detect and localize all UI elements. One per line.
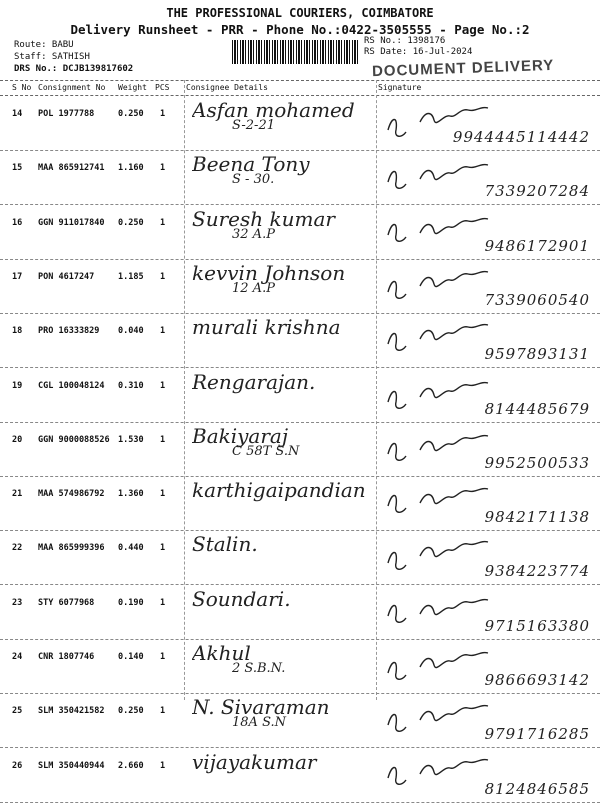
consignee-name-text: Asfan mohamed (192, 98, 355, 122)
document-delivery-stamp: DOCUMENT DELIVERY (371, 56, 555, 81)
pieces-count: 1 (160, 271, 166, 282)
pieces-count: 1 (160, 597, 166, 608)
pieces-count: 1 (160, 380, 166, 391)
serial-number: 18 (12, 326, 23, 337)
consignee-name (192, 98, 378, 146)
col-sno: S No (12, 83, 32, 92)
weight-value: 1.360 (118, 489, 144, 500)
phone-number: 8124846585 (484, 779, 590, 798)
pieces-count: 1 (160, 760, 166, 771)
phone-number: 7339060540 (484, 290, 590, 309)
table-row (0, 259, 600, 314)
drs-number: DRS No.: DCJB139817602 (14, 64, 134, 74)
table-row (0, 368, 600, 423)
consignee-name (192, 152, 378, 200)
weight-value: 0.440 (118, 543, 144, 554)
serial-number: 22 (12, 543, 23, 554)
pieces-count: 1 (160, 652, 166, 662)
weight-value: 1.530 (118, 434, 144, 445)
table-row (0, 693, 600, 748)
pieces-count: 1 (160, 489, 166, 500)
consignee-name (192, 695, 378, 743)
weight-value: 0.250 (118, 706, 144, 717)
consignee-name (192, 261, 378, 309)
consignee-address: 2 S.B.N. (232, 661, 286, 676)
consignment-number: CNR 1807746 (38, 652, 95, 662)
consignee-name (192, 478, 378, 526)
col-weight: Weight (118, 83, 147, 92)
phone-number: 9715163380 (484, 616, 590, 635)
serial-number: 20 (12, 434, 23, 445)
consignee-name (192, 315, 378, 363)
consignment-number: SLM 350421582 (38, 706, 105, 717)
col-signature: Signature (378, 83, 422, 92)
weight-value: 0.310 (118, 380, 144, 391)
consignment-number: GGN 9000088526 (38, 434, 110, 445)
consignment-number: CGL 100048124 (38, 380, 105, 391)
barcode (232, 40, 360, 64)
table-row (0, 96, 600, 151)
serial-number: 25 (12, 706, 23, 717)
col-consignment: Consignment No (38, 83, 106, 92)
weight-value: 1.185 (118, 271, 144, 282)
table-header (0, 80, 600, 96)
weight-value: 0.250 (118, 109, 144, 119)
consignment-number: MAA 574986792 (38, 489, 105, 500)
table-row (0, 585, 600, 640)
consignee-name-text: N. Sivaraman (192, 695, 330, 720)
consignee-name (192, 370, 378, 418)
table-row (0, 313, 600, 368)
consignee-address: 12 A.P (232, 280, 275, 296)
pieces-count: 1 (160, 326, 166, 337)
consignment-number: GGN 911017840 (38, 217, 105, 228)
table-row (0, 422, 600, 477)
table-row (0, 476, 600, 531)
consignee-name-text: Stalin. (192, 532, 258, 557)
consignee-name (192, 587, 378, 635)
phone-number: 9952500533 (484, 453, 590, 472)
route-label: Route: BABU (14, 40, 74, 50)
table-row (0, 150, 600, 205)
consignee-name-text: Bakiyaraj (192, 423, 289, 448)
serial-number: 19 (12, 380, 23, 391)
consignee-name-text: murali krishna (192, 315, 341, 340)
consignment-number: SLM 350440944 (38, 760, 105, 771)
pieces-count: 1 (160, 543, 166, 554)
table-row (0, 530, 600, 585)
weight-value: 0.140 (118, 652, 144, 662)
consignee-address: S - 30. (232, 172, 275, 188)
consignment-number: MAA 865912741 (38, 163, 105, 174)
table-row (0, 205, 600, 260)
consignee-name (192, 750, 378, 798)
serial-number: 21 (12, 489, 23, 500)
serial-number: 17 (12, 271, 23, 282)
consignee-address: 18A S.N (232, 715, 287, 731)
consignee-name (192, 641, 378, 689)
consignee-address: 32 A.P (232, 226, 275, 242)
consignment-number: POL 1977788 (38, 109, 95, 119)
consignee-address: C 58T S.N (232, 443, 300, 459)
pieces-count: 1 (160, 434, 166, 445)
phone-number: 9791716285 (484, 725, 590, 744)
rs-date: RS Date: 16-Jul-2024 (364, 47, 473, 57)
phone-number: 9597893131 (484, 345, 590, 364)
consignment-number: MAA 865999396 (38, 543, 105, 554)
phone-number: 7339207284 (484, 182, 590, 201)
consignee-name-text: karthigaipandian (192, 478, 366, 503)
phone-number: 8144485679 (484, 399, 590, 418)
consignment-number: STY 6077968 (38, 597, 95, 608)
runsheet-subtitle: Delivery Runsheet - PRR - Phone No.:0422-3505555 - Page No.:2 (70, 22, 530, 37)
consignee-name-text: Rengarajan. (192, 369, 316, 394)
consignee-name (192, 532, 378, 580)
weight-value: 1.160 (118, 163, 144, 174)
pieces-count: 1 (160, 217, 166, 228)
serial-number: 15 (12, 163, 23, 174)
weight-value: 2.660 (118, 760, 144, 771)
weight-value: 0.040 (118, 326, 144, 337)
consignment-number: PON 4617247 (38, 271, 95, 282)
table-row (0, 748, 600, 803)
col-consignee: Consignee Details (186, 83, 268, 92)
consignee-address: S-2-21 (232, 118, 275, 133)
pieces-count: 1 (160, 706, 166, 717)
weight-value: 0.250 (118, 217, 144, 228)
consignee-name-text: Akhul (192, 641, 251, 665)
phone-number: 9944445114442 (452, 128, 590, 146)
phone-number: 9486172901 (484, 236, 590, 255)
consignee-name (192, 207, 378, 255)
rs-number: RS No.: 1398176 (364, 36, 446, 46)
company-title: THE PROFESSIONAL COURIERS, COIMBATORE (166, 6, 434, 20)
serial-number: 14 (12, 109, 23, 119)
consignment-number: PRO 16333829 (38, 326, 100, 337)
phone-number: 9842171138 (484, 508, 590, 527)
consignee-name-text: vijayakumar (192, 749, 317, 774)
consignee-name-text: kevvin Johnson (192, 260, 346, 285)
consignee-name-text: Beena Tony (192, 152, 310, 177)
consignee-name (192, 424, 378, 472)
phone-number: 9866693142 (484, 671, 590, 689)
weight-value: 0.190 (118, 597, 144, 608)
staff-label: Staff: SATHISH (14, 52, 90, 62)
serial-number: 24 (12, 652, 23, 662)
serial-number: 23 (12, 597, 23, 608)
consignee-name-text: Soundari. (192, 586, 291, 611)
phone-number: 9384223774 (484, 562, 590, 581)
consignee-name-text: Suresh kumar (192, 206, 335, 231)
serial-number: 26 (12, 760, 23, 771)
table-row (0, 639, 600, 694)
pieces-count: 1 (160, 109, 166, 119)
pieces-count: 1 (160, 163, 166, 174)
col-pcs: PCS (155, 83, 170, 92)
serial-number: 16 (12, 217, 23, 228)
